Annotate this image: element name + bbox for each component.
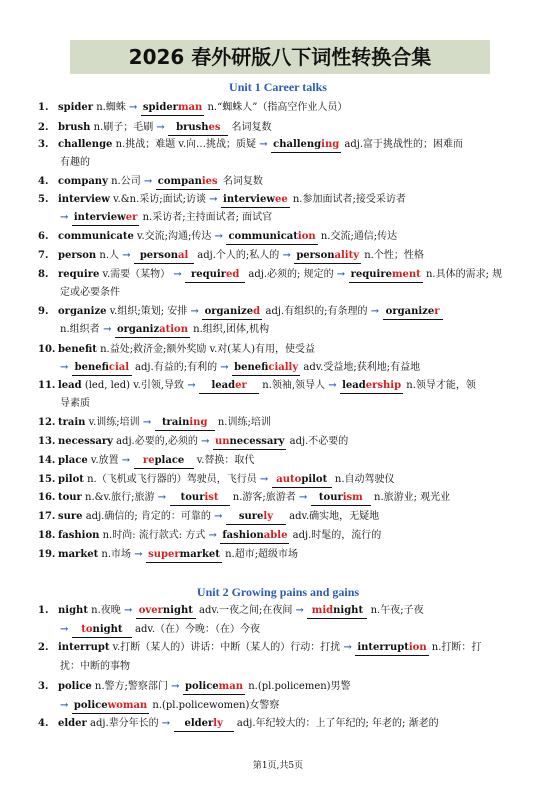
definition-text: n.警方;警察部门 bbox=[91, 681, 172, 692]
entry-continuation bbox=[60, 211, 272, 226]
entry-number: 6. bbox=[38, 231, 49, 242]
arrow-icon: → bbox=[220, 362, 233, 373]
entry-line bbox=[38, 379, 476, 394]
answer-suffix: ly bbox=[263, 511, 274, 522]
answer-stem: elder bbox=[184, 718, 214, 729]
answer-blank bbox=[146, 548, 222, 563]
definition-text: adj.年纪较大的：上了年纪的; 年老的; 渐老的 bbox=[233, 718, 439, 729]
headword: market bbox=[58, 549, 99, 560]
entry-continuation bbox=[60, 699, 279, 714]
entry-line bbox=[38, 529, 381, 544]
entry-continuation bbox=[60, 361, 420, 376]
definition-text: adv.确实地，无疑地 bbox=[285, 511, 380, 522]
answer-stem: police bbox=[73, 700, 108, 711]
answer-suffix: ly bbox=[213, 718, 223, 729]
headword: pilot bbox=[58, 474, 84, 485]
definition-text: v.&n.采访;面试;访谈 bbox=[109, 194, 210, 205]
answer-stem: place bbox=[154, 455, 185, 466]
entry-number: 2. bbox=[38, 122, 49, 133]
answer-suffix: ion bbox=[408, 642, 427, 653]
definition-text: n.人 bbox=[96, 250, 123, 261]
answer-stem: interrupt bbox=[357, 642, 409, 653]
definition-text: v.需要（某物） bbox=[99, 269, 174, 280]
answer-blank bbox=[72, 361, 132, 376]
entry-line bbox=[38, 416, 271, 431]
answer-suffix: re bbox=[142, 455, 155, 466]
entry-line bbox=[38, 510, 379, 525]
unit2-title: Unit 2 Growing pains and gains bbox=[196, 585, 360, 599]
answer-suffix: ist bbox=[204, 492, 219, 503]
answer-suffix: ing bbox=[189, 417, 208, 428]
arrow-icon: → bbox=[171, 681, 183, 692]
answer-suffix: able bbox=[263, 530, 288, 541]
answer-blank bbox=[340, 379, 403, 394]
definition-text: n.组织者 bbox=[60, 324, 100, 335]
entry-line bbox=[38, 680, 351, 695]
definition-text: (led, led) v.引领,导致 bbox=[81, 380, 188, 391]
arrow-icon: → bbox=[60, 362, 72, 373]
definition-text: n.参加面试者;接受采访者 bbox=[289, 194, 406, 205]
entry-line bbox=[38, 435, 348, 450]
entry-number: 8. bbox=[38, 269, 49, 280]
arrow-icon: → bbox=[187, 380, 200, 391]
answer-stem: night bbox=[333, 605, 364, 616]
answer-suffix: es bbox=[208, 122, 221, 133]
entry-line bbox=[38, 268, 502, 283]
definition-text: n.“蜘蛛人”（指高空作业人员） bbox=[204, 102, 348, 113]
definition-text: n.游客;旅游者 bbox=[229, 492, 299, 503]
answer-blank bbox=[183, 680, 245, 695]
definition-text: n.午夜;子夜 bbox=[367, 605, 424, 616]
definition-text: n.公司 bbox=[107, 176, 144, 187]
headword: interrupt bbox=[58, 642, 110, 653]
entry-number: 4. bbox=[38, 718, 49, 729]
answer-stem: market bbox=[179, 549, 220, 560]
answer-blank bbox=[168, 121, 228, 136]
answer-suffix: ism bbox=[342, 492, 363, 503]
arrow-icon: → bbox=[143, 176, 156, 187]
answer-stem: sure bbox=[238, 511, 264, 522]
answer-suffix: er bbox=[125, 212, 138, 223]
answer-stem: spider bbox=[142, 102, 178, 113]
definition-text: v.放置 bbox=[87, 455, 122, 466]
entry-line bbox=[38, 249, 424, 264]
entry-line bbox=[38, 641, 481, 656]
arrow-icon: → bbox=[343, 642, 356, 653]
entry-line bbox=[38, 175, 263, 190]
answer-stem: night bbox=[162, 605, 193, 616]
answer-suffix: cially bbox=[268, 362, 299, 373]
answer-suffix: ation bbox=[159, 324, 188, 335]
definition-text: adj.时髦的，流行的 bbox=[289, 530, 382, 541]
arrow-icon: → bbox=[295, 605, 308, 616]
definition-text: n.（飞机或飞行器的）驾驶员，飞行员 bbox=[83, 474, 260, 485]
entry-number: 12. bbox=[38, 417, 56, 428]
answer-suffix: to bbox=[81, 624, 93, 635]
answer-blank bbox=[213, 435, 286, 450]
answer-stem: interview bbox=[73, 212, 126, 223]
definition-text: n.时尚: 流行款式: 方式 bbox=[99, 530, 209, 541]
answer-blank bbox=[72, 699, 149, 714]
answer-blank bbox=[226, 230, 317, 245]
definition-text: adj.必须的; 规定的 bbox=[245, 269, 337, 280]
arrow-icon: → bbox=[60, 700, 72, 711]
answer-stem: organiz bbox=[116, 324, 160, 335]
answer-stem: person bbox=[139, 250, 179, 261]
definition-text: n.&v.旅行;旅游 bbox=[81, 492, 158, 503]
answer-suffix: r bbox=[434, 306, 440, 317]
entry-number: 5. bbox=[38, 194, 49, 205]
arrow-icon: → bbox=[173, 269, 186, 280]
definition-text: n.组织,团体,机构 bbox=[189, 324, 270, 335]
unit1-title: Unit 1 Career talks bbox=[229, 80, 327, 94]
answer-blank bbox=[136, 604, 196, 619]
answer-suffix: ed bbox=[226, 269, 240, 280]
entry-line bbox=[38, 193, 406, 208]
definition-text: n.旅游业; 观光业 bbox=[370, 492, 451, 503]
arrow-icon: → bbox=[121, 455, 134, 466]
arrow-icon: → bbox=[201, 436, 213, 447]
answer-suffix: ing bbox=[321, 139, 340, 150]
definition-text: adj.有益的;有利的 bbox=[131, 362, 221, 373]
answer-blank bbox=[349, 268, 423, 283]
definition-text: 有趣的 bbox=[60, 157, 90, 168]
answer-stem: lead bbox=[211, 380, 236, 391]
answer-suffix: ality bbox=[334, 250, 360, 261]
entry-line bbox=[38, 454, 254, 469]
arrow-icon: → bbox=[123, 605, 136, 616]
headword: tour bbox=[58, 492, 82, 503]
definition-text: adj.必要的,必须的 bbox=[112, 436, 202, 447]
answer-blank bbox=[134, 249, 194, 264]
answer-blank bbox=[221, 193, 290, 208]
arrow-icon: → bbox=[336, 269, 349, 280]
definition-text: adj.富于挑战性的；困难而 bbox=[341, 139, 464, 150]
answer-stem: tour bbox=[318, 492, 343, 503]
answer-stem: interview bbox=[223, 194, 275, 205]
answer-stem: challeng bbox=[273, 139, 322, 150]
entry-line bbox=[38, 717, 439, 732]
arrow-icon: → bbox=[214, 231, 227, 242]
arrow-icon: → bbox=[370, 306, 383, 317]
answer-suffix: d bbox=[253, 306, 261, 317]
answer-blank bbox=[115, 323, 190, 338]
answer-blank bbox=[202, 305, 262, 320]
answer-stem: compan bbox=[157, 176, 202, 187]
answer-stem: lead bbox=[342, 380, 366, 391]
definition-text: adj.个人的;私人的 bbox=[194, 250, 283, 261]
entry-line bbox=[38, 121, 271, 136]
definition-text: 扰：中断的事物 bbox=[60, 661, 130, 672]
answer-suffix: ies bbox=[201, 176, 218, 187]
definition-text: adv.一夜之间;在夜间 bbox=[195, 605, 296, 616]
answer-stem: organize bbox=[385, 306, 435, 317]
definition-text: adj.辈分年长的 bbox=[86, 718, 162, 729]
definition-text: n.领导才能，领 bbox=[403, 380, 476, 391]
definition-text: v.交流;沟通;传达 bbox=[133, 231, 215, 242]
entry-line bbox=[38, 548, 298, 563]
headword: communicate bbox=[58, 231, 134, 242]
entry-line bbox=[38, 305, 443, 320]
answer-blank bbox=[185, 268, 245, 283]
entry-number: 14. bbox=[38, 455, 56, 466]
definition-text: 导素质 bbox=[60, 398, 90, 409]
headword: train bbox=[58, 417, 86, 428]
answer-stem: benefi bbox=[74, 362, 109, 373]
definition-text: adv.受益地;获利地;有益地 bbox=[300, 362, 421, 373]
answer-blank bbox=[311, 491, 371, 506]
entry-number: 15. bbox=[38, 474, 56, 485]
headword: interview bbox=[58, 194, 110, 205]
definition-text: 名词复数 bbox=[228, 122, 272, 133]
definition-text: 名词复数 bbox=[219, 176, 263, 187]
arrow-icon: → bbox=[129, 102, 141, 113]
answer-blank bbox=[271, 138, 341, 153]
answer-suffix: ment bbox=[391, 269, 421, 280]
definition-text: v.打断（某人的）讲话：中断（某人的）行动：打扰 bbox=[109, 642, 344, 653]
answer-suffix: super bbox=[148, 549, 180, 560]
answer-stem: benefi bbox=[234, 362, 269, 373]
answer-suffix: woman bbox=[107, 700, 148, 711]
definition-text: n.(pl.policemen)男警 bbox=[245, 681, 351, 692]
answer-stem: tour bbox=[180, 492, 205, 503]
entry-number: 10. bbox=[38, 344, 56, 355]
definition-text: n.益处;救济金;额外奖励 v.对(某人)有用，使受益 bbox=[96, 344, 316, 355]
answer-stem: organize bbox=[204, 306, 254, 317]
headword: require bbox=[58, 269, 100, 280]
entry-number: 16. bbox=[38, 492, 56, 503]
entry-number: 18. bbox=[38, 530, 56, 541]
definition-text: n.个性；性格 bbox=[361, 250, 424, 261]
arrow-icon: → bbox=[214, 511, 226, 522]
arrow-icon: → bbox=[60, 212, 72, 223]
arrow-icon: → bbox=[134, 549, 147, 560]
arrow-icon: → bbox=[156, 122, 169, 133]
answer-stem: requir bbox=[191, 269, 226, 280]
answer-blank bbox=[307, 604, 367, 619]
answer-blank bbox=[226, 510, 286, 525]
headword: company bbox=[58, 176, 108, 187]
answer-suffix: un bbox=[214, 436, 230, 447]
arrow-icon: → bbox=[259, 139, 272, 150]
answer-blank bbox=[272, 473, 332, 488]
answer-suffix: er bbox=[235, 380, 247, 391]
arrow-icon: → bbox=[60, 624, 72, 635]
answer-blank bbox=[174, 717, 234, 732]
answer-suffix: man bbox=[218, 681, 244, 692]
entry-continuation bbox=[60, 156, 90, 170]
definition-text: n.采访者;主持面试者; 面试官 bbox=[139, 212, 273, 223]
headword: brush bbox=[58, 122, 91, 133]
arrow-icon: → bbox=[161, 718, 174, 729]
answer-blank bbox=[232, 361, 300, 376]
answer-blank bbox=[170, 491, 230, 506]
answer-stem: person bbox=[296, 250, 335, 261]
answer-suffix: mid bbox=[311, 605, 334, 616]
definition-text: v.组织;策划; 安排 bbox=[106, 306, 191, 317]
page-footer: 第1页,共5页 bbox=[252, 761, 304, 771]
answer-blank bbox=[220, 529, 289, 544]
entry-line bbox=[38, 230, 397, 245]
answer-stem: police bbox=[184, 681, 219, 692]
entry-number: 3. bbox=[38, 681, 49, 692]
definition-text: n.具体的需求; 规 bbox=[422, 269, 503, 280]
arrow-icon: → bbox=[209, 194, 222, 205]
definition-text: n.夜晚 bbox=[87, 605, 124, 616]
headword: fashion bbox=[58, 530, 100, 541]
answer-suffix: ership bbox=[365, 380, 402, 391]
headword: spider bbox=[58, 102, 94, 113]
definition-text: n.超市;超级市场 bbox=[221, 549, 299, 560]
headword: necessary bbox=[58, 436, 113, 447]
entry-continuation bbox=[60, 623, 260, 638]
answer-blank bbox=[355, 641, 428, 656]
answer-blank bbox=[156, 175, 220, 190]
answer-stem: require bbox=[350, 269, 392, 280]
entry-continuation bbox=[60, 323, 269, 338]
entry-line bbox=[38, 473, 395, 488]
definition-text: v.训练;培训 bbox=[85, 417, 143, 428]
definition-text: n.挑战；难题 v.向…挑战；质疑 bbox=[112, 139, 260, 150]
headword: place bbox=[58, 455, 88, 466]
answer-blank bbox=[141, 101, 204, 116]
answer-blank bbox=[294, 249, 361, 264]
entry-number: 3. bbox=[38, 139, 49, 150]
entry-line bbox=[38, 491, 450, 506]
definition-text: n.(pl.policewomen)女警察 bbox=[149, 700, 280, 711]
arrow-icon: → bbox=[99, 324, 115, 335]
answer-suffix: ion bbox=[297, 231, 316, 242]
answer-suffix: auto bbox=[276, 474, 302, 485]
definition-text: v.替换：取代 bbox=[193, 455, 255, 466]
definition-text: n.自动驾驶仪 bbox=[331, 474, 395, 485]
arrow-icon: → bbox=[328, 380, 341, 391]
answer-stem: fashion bbox=[222, 530, 264, 541]
arrow-icon: → bbox=[142, 417, 155, 428]
entry-line bbox=[38, 138, 463, 153]
arrow-icon: → bbox=[157, 492, 170, 503]
definition-text: n.打断：打 bbox=[428, 642, 482, 653]
entry-continuation bbox=[60, 286, 120, 300]
headword: benefit bbox=[58, 344, 97, 355]
answer-stem: night bbox=[92, 624, 123, 635]
definition-text: adj.有组织的;有条理的 bbox=[262, 306, 371, 317]
entry-number: 4. bbox=[38, 176, 49, 187]
entry-number: 7. bbox=[38, 250, 49, 261]
entry-line bbox=[38, 604, 424, 619]
entry-number: 17. bbox=[38, 511, 56, 522]
definition-text: adv.（在）今晚：（在）今夜 bbox=[131, 624, 261, 635]
answer-stem: train bbox=[161, 417, 190, 428]
entry-line bbox=[38, 101, 347, 116]
headword: lead bbox=[58, 380, 82, 391]
entry-number: 1. bbox=[38, 605, 49, 616]
definition-text: n.市场 bbox=[98, 549, 135, 560]
entry-number: 9. bbox=[38, 306, 49, 317]
answer-blank bbox=[155, 416, 215, 431]
answer-suffix: over bbox=[138, 605, 163, 616]
answer-blank bbox=[383, 305, 443, 320]
arrow-icon: → bbox=[190, 306, 203, 317]
answer-blank bbox=[72, 623, 132, 638]
entry-number: 11. bbox=[38, 380, 56, 391]
definition-text: n.领袖,领导人 bbox=[259, 380, 329, 391]
entry-continuation bbox=[60, 397, 90, 411]
answer-blank bbox=[199, 379, 259, 394]
answer-suffix: cial bbox=[108, 362, 130, 373]
answer-stem: brush bbox=[176, 122, 209, 133]
definition-text: n.蜘蛛 bbox=[93, 102, 130, 113]
headword: elder bbox=[58, 718, 87, 729]
entry-continuation bbox=[60, 660, 130, 674]
page-title: 2026 春外研版八下词性转换合集 bbox=[128, 45, 432, 69]
headword: police bbox=[58, 681, 92, 692]
headword: organize bbox=[58, 306, 107, 317]
arrow-icon: → bbox=[282, 250, 295, 261]
entry-number: 2. bbox=[38, 642, 49, 653]
entry-number: 13. bbox=[38, 436, 56, 447]
definition-text: adj.确信的; 肯定的：可靠的 bbox=[82, 511, 215, 522]
answer-suffix: ee bbox=[274, 194, 288, 205]
answer-blank bbox=[134, 454, 194, 469]
answer-suffix: man bbox=[177, 102, 203, 113]
entry-number: 1. bbox=[38, 102, 49, 113]
answer-stem: necessary bbox=[229, 436, 285, 447]
definition-text: 定或必要条件 bbox=[60, 287, 120, 298]
answer-stem: pilot bbox=[301, 474, 328, 485]
headword: sure bbox=[58, 511, 83, 522]
headword: challenge bbox=[58, 139, 113, 150]
headword: person bbox=[58, 250, 97, 261]
definition-text: adj.不必要的 bbox=[286, 436, 349, 447]
headword: night bbox=[58, 605, 88, 616]
definition-text: n.交流;通信;传达 bbox=[317, 231, 398, 242]
entry-number: 19. bbox=[38, 549, 56, 560]
answer-stem: communicat bbox=[228, 231, 298, 242]
entry-line bbox=[38, 343, 315, 357]
arrow-icon: → bbox=[122, 250, 135, 261]
arrow-icon: → bbox=[298, 492, 311, 503]
answer-blank bbox=[72, 211, 140, 226]
definition-text: n.刷子；毛刷 bbox=[90, 122, 157, 133]
answer-suffix: al bbox=[178, 250, 189, 261]
arrow-icon: → bbox=[259, 474, 272, 485]
definition-text: n.训练;培训 bbox=[214, 417, 271, 428]
arrow-icon: → bbox=[208, 530, 221, 541]
